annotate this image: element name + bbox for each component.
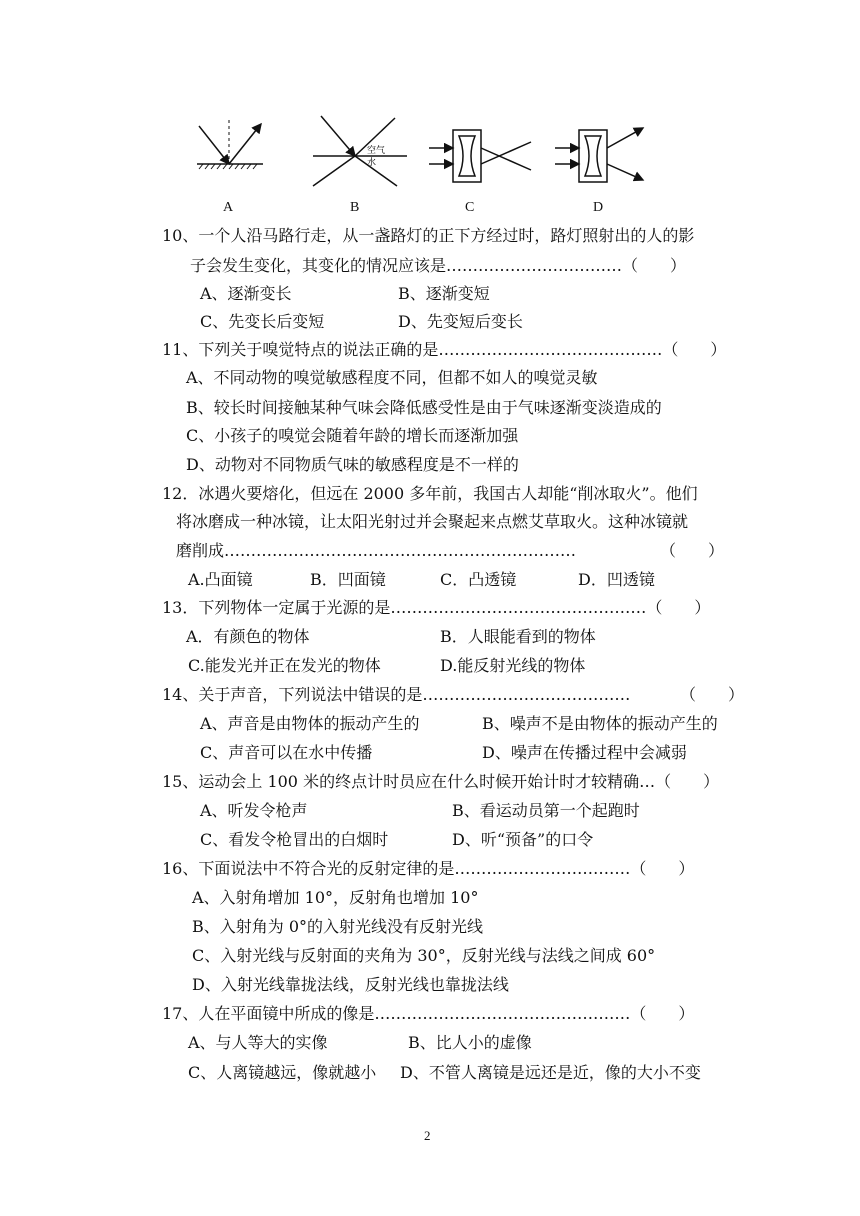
question-12-option-c: C．凸透镜 [440, 570, 517, 589]
question-15-option-d: D、听“预备”的口令 [452, 830, 594, 849]
figure-label-c: C [465, 200, 475, 215]
question-16-option-d: D、入射光线靠拢法线，反射光线也靠拢法线 [192, 975, 509, 994]
question-17-stem: 17、人在平面镜中所成的像是…………………………………………（ ） [162, 1004, 695, 1023]
air-label: 空气 [367, 146, 386, 156]
question-12-line-3: 磨削成………………………………………………………… [176, 541, 577, 560]
question-14-option-b: B、噪声不是由物体的振动产生的 [482, 714, 718, 733]
diagram-a [197, 120, 263, 169]
question-11-option-a: A、不同动物的嗅觉敏感程度不同，但都不如人的嗅觉灵敏 [186, 368, 598, 387]
question-11-option-b: B、较长时间接触某种气味会降低感受性是由于气味逐渐变淡造成的 [186, 398, 662, 417]
page-number: 2 [424, 1128, 431, 1143]
question-17-option-c: C、人离镜越远，像就越小 [188, 1063, 377, 1082]
question-16-option-c: C、入射光线与反射面的夹角为 30°，反射光线与法线之间成 60° [192, 946, 656, 965]
diagram-c [429, 130, 531, 182]
question-14-option-c: C、声音可以在水中传播 [200, 743, 373, 762]
question-10-line-2: 子会发生变化，其变化的情况应该是……………………………（ ） [190, 256, 687, 275]
question-12-option-a: A.凸面镜 [188, 570, 253, 589]
question-11-stem: 11、下列关于嗅觉特点的说法正确的是……………………………………（ ） [162, 340, 727, 359]
question-15-option-a: A、听发令枪声 [200, 801, 308, 820]
question-10-option-b: B、逐渐变短 [398, 284, 490, 303]
question-12-option-d: D．凹透镜 [578, 570, 655, 589]
question-13-option-d: D.能反射光线的物体 [440, 656, 586, 675]
question-12-answer-bracket: （ ） [660, 541, 725, 560]
question-13-option-b: B．人眼能看到的物体 [440, 627, 596, 646]
diagram-d [555, 128, 643, 182]
question-14-option-a: A、声音是由物体的振动产生的 [200, 714, 420, 733]
figure-label-a: A [223, 200, 234, 215]
question-17-option-d: D、不管人离镜是远还是近，像的大小不变 [400, 1063, 701, 1082]
figure-label-d: D [593, 200, 604, 215]
question-16-option-b: B、入射角为 0°的入射光线没有反射光线 [192, 917, 484, 936]
question-15-option-b: B、看运动员第一个起跑时 [452, 801, 640, 820]
question-15-option-c: C、看发令枪冒出的白烟时 [200, 830, 389, 849]
question-14-option-d: D、噪声在传播过程中会减弱 [482, 743, 687, 762]
question-16-stem: 16、下面说法中不符合光的反射定律的是……………………………（ ） [162, 859, 695, 878]
water-label: 水 [367, 158, 377, 168]
question-17-option-b: B、比人小的虚像 [408, 1033, 532, 1052]
question-11-option-d: D、动物对不同物质气味的敏感程度是不一样的 [186, 455, 519, 474]
question-17-option-a: A、与人等大的实像 [188, 1033, 328, 1052]
figure-label-b: B [350, 200, 360, 215]
question-13-option-c: C.能发光并正在发光的物体 [188, 656, 381, 675]
question-10-option-c: C、先变长后变短 [200, 312, 325, 331]
question-12-option-b: B．凹面镜 [310, 570, 386, 589]
question-12-line-1: 12．冰遇火要熔化，但远在 2000 多年前，我国古人却能“削冰取火”。他们 [162, 484, 698, 503]
question-10-line-1: 10、一个人沿马路行走，从一盏路灯的正下方经过时，路灯照射出的人的影 [162, 226, 695, 245]
question-11-option-c: C、小孩子的嗅觉会随着年龄的增长而逐渐加强 [186, 426, 519, 445]
question-16-option-a: A、入射角增加 10°，反射角也增加 10° [192, 888, 479, 907]
question-10-option-d: D、先变短后变长 [398, 312, 523, 331]
diagram-b [313, 116, 407, 186]
optics-figure [185, 112, 645, 192]
question-10-option-a: A、逐渐变长 [200, 284, 292, 303]
question-13-option-a: A．有颜色的物体 [186, 627, 310, 646]
question-14-answer-bracket: （ ） [680, 685, 745, 704]
question-12-line-2: 将冰磨成一种冰镜，让太阳光射过并会聚起来点燃艾草取火。这种冰镜就 [176, 512, 689, 531]
question-14-stem: 14、关于声音，下列说法中错误的是………………………………… [162, 685, 631, 704]
question-13-stem: 13．下列物体一定属于光源的是…………………………………………（ ） [162, 598, 711, 617]
question-15-stem: 15、运动会上 100 米的终点计时员应在什么时候开始计时才较精确…（ ） [162, 772, 720, 791]
